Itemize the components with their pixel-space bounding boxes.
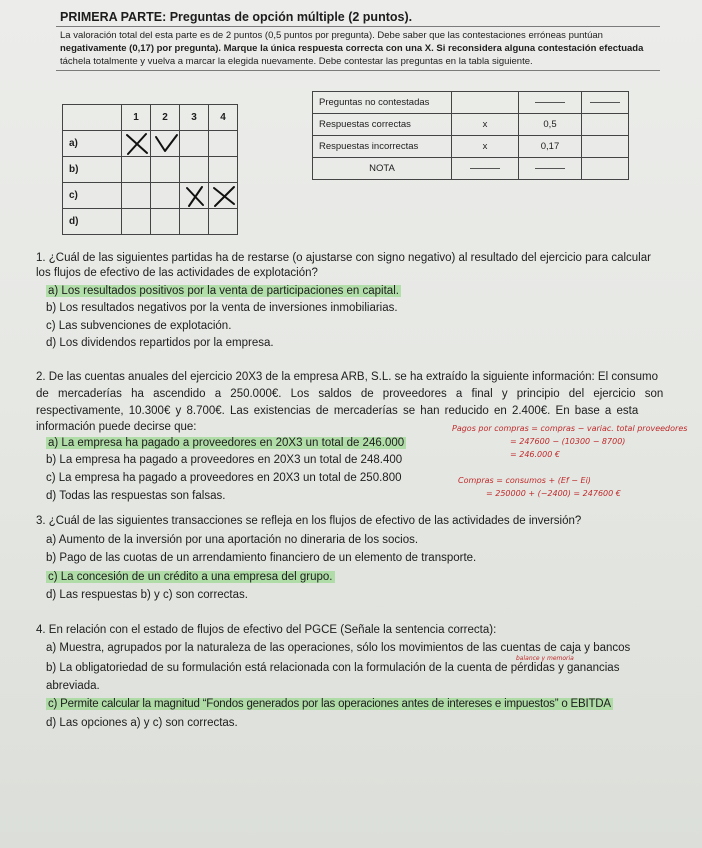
score-value [519, 92, 582, 114]
question-3-option-a[interactable]: a) Aumento de la inversión por una aportación no dineraria de los socios. [46, 534, 419, 546]
answer-cell-b1[interactable] [122, 157, 151, 183]
question-4-option-c[interactable] [46, 698, 613, 710]
score-label: Respuestas incorrectas [313, 136, 452, 158]
question-1-line-2: los flujos de efectivo de las actividades de explotación? [36, 267, 318, 279]
title-underline [56, 26, 660, 27]
blank-line [535, 168, 565, 169]
answer-cell-a2[interactable] [151, 131, 180, 157]
answer-cell-c3[interactable] [180, 183, 209, 209]
score-value: 0,5 [519, 114, 582, 136]
score-label: Preguntas no contestadas [313, 92, 452, 114]
answer-grid-row-a [63, 131, 238, 157]
answer-cell-a4[interactable] [209, 131, 238, 157]
score-label: NOTA [313, 158, 452, 180]
question-1-option-b[interactable]: b) Los resultados negativos por la venta de inversiones inmobiliarias. [46, 302, 398, 314]
question-4-option-b-continued: abreviada. [46, 680, 100, 692]
question-3-option-b[interactable]: b) Pago de las cuotas de un arrendamiento financiero de un elemento de transporte. [46, 552, 477, 564]
answer-grid-row-label: a) [63, 131, 122, 157]
question-4-option-a[interactable]: a) Muestra, agrupados por la naturaleza de las operaciones, sólo los movimientos de las cuentas de caja y bancos [46, 642, 631, 654]
highlighted-answer: a) Los resultados positivos por la venta de participaciones en capital. [48, 285, 399, 297]
answer-grid-row-b [63, 157, 238, 183]
question-1-option-a[interactable] [46, 285, 401, 297]
answer-grid-row-d [63, 209, 238, 235]
question-2-line-1: 2. De las cuentas anuales del ejercicio 20X3 de la empresa ARB, S.L. se ha extraído la siguiente información: El consumo [36, 371, 658, 383]
handwritten-note: = 246.000 € [510, 450, 560, 459]
score-row [313, 92, 629, 114]
score-row [313, 114, 629, 136]
handwritten-note: = 247600 − (10300 − 8700) [510, 437, 626, 446]
answer-cell-d4[interactable] [209, 209, 238, 235]
handwritten-note: balance y memoria [516, 655, 574, 662]
answer-grid-col-header: 2 [151, 105, 180, 131]
blank-line [470, 168, 500, 169]
question-2-line-4: información puede decirse que: [36, 421, 197, 433]
answer-cell-c2[interactable] [151, 183, 180, 209]
answer-cell-c1[interactable] [122, 183, 151, 209]
question-1-line-1: 1. ¿Cuál de las siguientes partidas ha de restarse (o ajustarse con signo negativo) al resultado del ejercicio para calcular [36, 252, 651, 264]
score-value: 0,17 [519, 136, 582, 158]
score-table [312, 91, 629, 180]
answer-grid-col-header: 1 [122, 105, 151, 131]
intro-line-1: La valoración total del esta parte es de 2 puntos (0,5 puntos por pregunta). Debe saber que las contestaciones erróneas puntúan [60, 30, 603, 41]
answer-cell-b3[interactable] [180, 157, 209, 183]
answer-cell-d3[interactable] [180, 209, 209, 235]
answer-grid [62, 104, 238, 235]
question-2-option-b[interactable]: b) La empresa ha pagado a proveedores en 20X3 un total de 248.400 [46, 454, 403, 466]
score-extra [582, 158, 629, 180]
score-row [313, 136, 629, 158]
answer-cell-a1[interactable] [122, 131, 151, 157]
score-row [313, 158, 629, 180]
answer-cell-c4[interactable] [209, 183, 238, 209]
handwritten-note: Compras = consumos + (Ef − Ei) [458, 476, 591, 485]
intro-underline [56, 70, 660, 71]
answer-cell-d2[interactable] [151, 209, 180, 235]
score-extra [582, 114, 629, 136]
score-extra [582, 136, 629, 158]
handwritten-note: Pagos por compras = compras − variac. total proveedores [452, 424, 688, 433]
question-2-line-3: respectivamente, 10.300€ y 8.700€. Las existencias de mercaderías se han reducido en 2.400€. En base a esta [36, 405, 639, 417]
score-mark: x [452, 136, 519, 158]
score-mark [452, 158, 519, 180]
answer-cell-b2[interactable] [151, 157, 180, 183]
score-extra [582, 92, 629, 114]
question-1-option-c[interactable]: c) Las subvenciones de explotación. [46, 320, 232, 332]
question-4-line-1: 4. En relación con el estado de flujos de efectivo del PGCE (Señale la sentencia correcta): [36, 624, 497, 636]
blank-line [590, 102, 620, 103]
score-mark [452, 92, 519, 114]
question-2-line-2: de mercaderías ha ascendido a 250.000€. Los saldos de proveedores a final y principio del ejercicio son [36, 388, 664, 400]
highlighted-answer: c) La concesión de un crédito a una empresa del grupo. [48, 571, 333, 583]
intro-line-3: táchela totalmente y vuelva a marcar la elegida nuevamente. Debe contestar las preguntas en la tabla siguiente. [60, 56, 533, 67]
question-3-option-c[interactable] [46, 571, 335, 583]
answer-grid-col-header: 4 [209, 105, 238, 131]
score-label: Respuestas correctas [313, 114, 452, 136]
intro-line-2: negativamente (0,17) por pregunta). Marque la única respuesta correcta con una X. Si reconsidera alguna contestación efectuada [60, 43, 644, 54]
answer-grid-row-c [63, 183, 238, 209]
x-mark-icon [124, 131, 150, 157]
blank-line [535, 102, 565, 103]
x-mark-icon [211, 183, 237, 209]
score-value [519, 158, 582, 180]
answer-grid-row-label: c) [63, 183, 122, 209]
question-2-option-c[interactable]: c) La empresa ha pagado a proveedores en 20X3 un total de 250.800 [46, 472, 402, 484]
question-3-line-1: 3. ¿Cuál de las siguientes transacciones se refleja en los flujos de efectivo de las actividades de inversión? [36, 515, 582, 527]
question-3-option-d[interactable]: d) Las respuestas b) y c) son correctas. [46, 589, 248, 601]
answer-grid-corner [63, 105, 122, 131]
answer-grid-header-row [63, 105, 238, 131]
check-mark-icon [153, 131, 179, 157]
question-1-option-d[interactable]: d) Los dividendos repartidos por la empresa. [46, 337, 274, 349]
section-title: PRIMERA PARTE: Preguntas de opción múltiple (2 puntos). [60, 10, 413, 24]
score-mark: x [452, 114, 519, 136]
answer-grid-row-label: b) [63, 157, 122, 183]
answer-grid-row-label: d) [63, 209, 122, 235]
answer-cell-a3[interactable] [180, 131, 209, 157]
highlighted-answer: a) La empresa ha pagado a proveedores en 20X3 un total de 246.000 [48, 437, 405, 449]
question-4-option-d[interactable]: d) Las opciones a) y c) son correctas. [46, 717, 238, 729]
handwritten-note: = 250000 + (−2400) = 247600 € [486, 489, 621, 498]
question-4-option-b[interactable]: b) La obligatoriedad de su formulación está relacionada con la formulación de la cuenta de pérdidas y ganancias [46, 662, 620, 674]
question-2-option-d[interactable]: d) Todas las respuestas son falsas. [46, 490, 226, 502]
question-2-option-a[interactable] [46, 437, 406, 449]
x-mark-icon [182, 183, 208, 209]
highlighted-answer: c) Permite calcular la magnitud “Fondos generados por las operaciones antes de intereses e impuestos” o EBITDA [48, 698, 611, 710]
answer-cell-d1[interactable] [122, 209, 151, 235]
answer-cell-b4[interactable] [209, 157, 238, 183]
answer-grid-col-header: 3 [180, 105, 209, 131]
